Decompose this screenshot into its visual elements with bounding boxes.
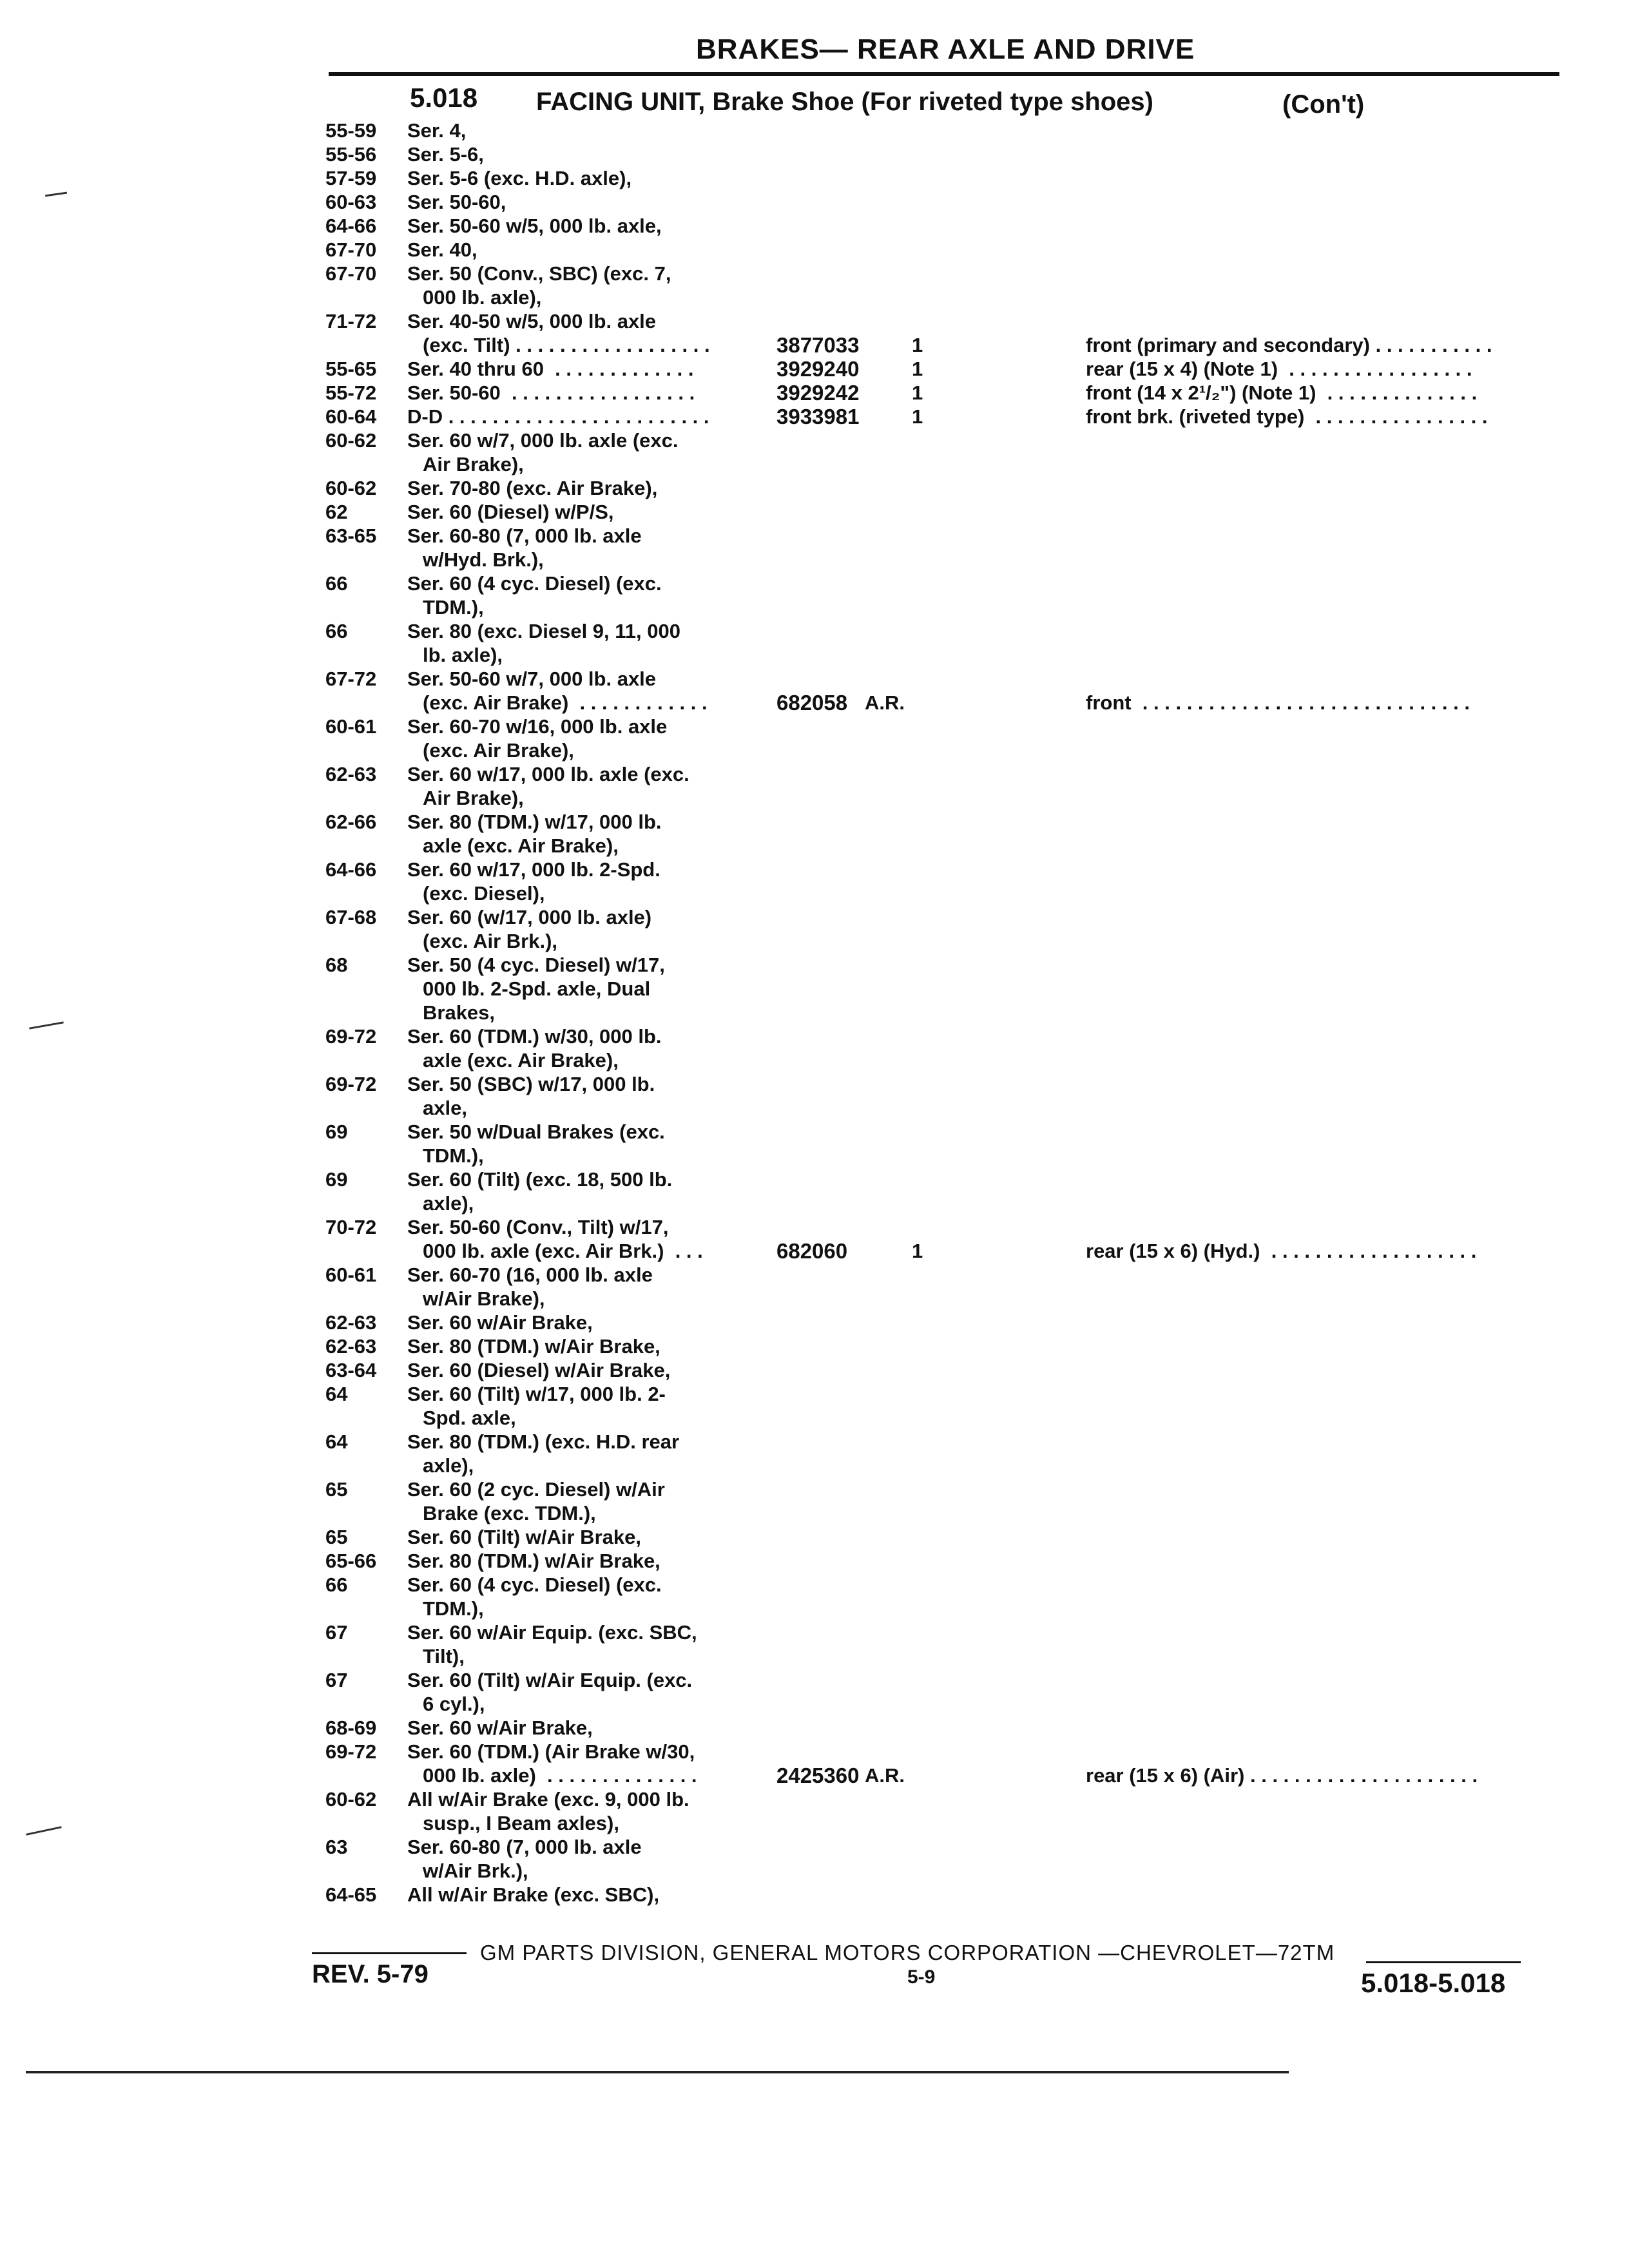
application-description: [407, 1740, 755, 1787]
description-line: (exc. Tilt) . . . . . . . . . . . . . . . . . .: [423, 334, 710, 356]
remarks: front (primary and secondary) . . . . . . . . . . .: [1086, 334, 1492, 356]
description-line: Ser. 60 (TDM.) (Air Brake w/30,: [407, 1740, 695, 1763]
application-description: [407, 500, 755, 524]
quantity: 1: [912, 1240, 923, 1262]
description-line: Ser. 60 (Diesel) w/Air Brake,: [407, 1359, 671, 1381]
model-year: 60-61: [325, 1264, 377, 1286]
application-description: [407, 238, 755, 262]
description-line: axle (exc. Air Brake),: [423, 1049, 619, 1072]
model-year: 60-62: [325, 477, 377, 499]
model-year: 64: [325, 1383, 348, 1405]
model-year: 55-65: [325, 358, 377, 380]
remarks: front (14 x 2¹/₂") (Note 1) . . . . . . . . . . . . . .: [1086, 381, 1478, 404]
description-line: (exc. Air Brake) . . . . . . . . . . . .: [423, 691, 708, 714]
description-line: axle),: [423, 1192, 474, 1215]
description-line: 000 lb. axle),: [423, 286, 542, 309]
description-line: All w/Air Brake (exc. SBC),: [407, 1883, 660, 1906]
application-description: [407, 1787, 755, 1835]
application-description: [407, 762, 755, 810]
footer-left-rule: [312, 1952, 467, 1954]
model-year: 69-72: [325, 1740, 377, 1763]
application-description: [407, 905, 755, 953]
part-number: 2425360: [776, 1763, 860, 1787]
model-year: 65: [325, 1526, 348, 1548]
application-description: [407, 572, 755, 619]
description-line: 000 lb. axle (exc. Air Brk.) . . .: [423, 1240, 703, 1262]
model-year: 67-68: [325, 906, 377, 928]
model-year: 66: [325, 572, 348, 595]
application-description: [407, 810, 755, 858]
description-line: Ser. 40,: [407, 238, 477, 261]
application-description: [407, 1215, 755, 1263]
application-description: [407, 1024, 755, 1072]
description-line: Ser. 50 (SBC) w/17, 000 lb.: [407, 1073, 655, 1095]
description-line: Ser. 60 w/Air Equip. (exc. SBC,: [407, 1621, 697, 1644]
model-year: 64: [325, 1430, 348, 1453]
application-description: [407, 1477, 755, 1525]
description-line: Ser. 60 (Tilt) w/Air Equip. (exc.: [407, 1669, 693, 1691]
description-line: (exc. Diesel),: [423, 882, 545, 905]
application-description: [407, 1334, 755, 1358]
model-year: 60-64: [325, 405, 377, 428]
description-line: Ser. 50-60 (Conv., Tilt) w/17,: [407, 1216, 669, 1238]
model-year: 63: [325, 1836, 348, 1858]
description-line: Ser. 40-50 w/5, 000 lb. axle: [407, 310, 657, 332]
application-description: [407, 405, 755, 428]
description-line: Ser. 80 (TDM.) w/Air Brake,: [407, 1335, 660, 1358]
description-line: 6 cyl.),: [423, 1693, 485, 1715]
application-description: [407, 524, 755, 572]
description-line: Ser. 60 (4 cyc. Diesel) (exc.: [407, 572, 662, 595]
quantity: 1: [912, 358, 923, 380]
model-year: 68-69: [325, 1716, 377, 1739]
description-line: Ser. 50-60 w/5, 000 lb. axle,: [407, 215, 662, 237]
description-line: Ser. 80 (TDM.) w/17, 000 lb.: [407, 811, 662, 833]
model-year: 71-72: [325, 310, 377, 332]
application-description: [407, 1120, 755, 1168]
application-description: [407, 381, 755, 405]
description-line: Ser. 60 w/7, 000 lb. axle (exc.: [407, 429, 679, 452]
model-year: 69-72: [325, 1025, 377, 1048]
description-line: w/Air Brake),: [423, 1287, 545, 1310]
footer-division: GM PARTS DIVISION, GENERAL MOTORS CORPORATION —CHEVROLET—72TM: [480, 1941, 1335, 1965]
remarks: front . . . . . . . . . . . . . . . . . . . . . . . . . . . . . .: [1086, 691, 1470, 714]
description-line: Ser. 60 w/17, 000 lb. 2-Spd.: [407, 858, 660, 881]
footer-revision: REV. 5-79: [312, 1960, 429, 1988]
description-line: Ser. 50 (Conv., SBC) (exc. 7,: [407, 262, 671, 285]
description-line: Ser. 5-6 (exc. H.D. axle),: [407, 167, 632, 189]
description-line: axle,: [423, 1097, 467, 1119]
model-year: 67-70: [325, 238, 377, 261]
application-description: [407, 715, 755, 762]
model-year: 55-59: [325, 119, 377, 142]
description-line: Brake (exc. TDM.),: [423, 1502, 596, 1524]
quantity: 1: [912, 381, 923, 404]
model-year: 65-66: [325, 1550, 377, 1572]
application-description: [407, 1430, 755, 1477]
description-line: Ser. 80 (TDM.) w/Air Brake,: [407, 1550, 660, 1572]
model-year: 62-63: [325, 763, 377, 785]
description-line: Ser. 50-60 . . . . . . . . . . . . . . . . .: [407, 381, 695, 404]
model-year: 70-72: [325, 1216, 377, 1238]
model-year: 55-72: [325, 381, 377, 404]
remarks: rear (15 x 6) (Air) . . . . . . . . . . . . . . . . . . . . .: [1086, 1764, 1478, 1787]
application-description: [407, 1168, 755, 1215]
description-line: Ser. 80 (TDM.) (exc. H.D. rear: [407, 1430, 680, 1453]
application-description: [407, 1573, 755, 1620]
application-description: [407, 1620, 755, 1668]
description-line: (exc. Air Brake),: [423, 739, 574, 762]
description-line: Ser. 60 (2 cyc. Diesel) w/Air: [407, 1478, 665, 1501]
model-year: 64-65: [325, 1883, 377, 1906]
model-year: 60-63: [325, 191, 377, 213]
part-number: 682060: [776, 1239, 848, 1263]
application-description: [407, 476, 755, 500]
model-year: 57-59: [325, 167, 377, 189]
description-line: Ser. 60 w/17, 000 lb. axle (exc.: [407, 763, 689, 785]
description-line: Ser. 60 w/Air Brake,: [407, 1716, 593, 1739]
model-year: 64-66: [325, 215, 377, 237]
model-year: 62-63: [325, 1311, 377, 1334]
application-description: [407, 357, 755, 381]
description-line: Ser. 50-60 w/7, 000 lb. axle: [407, 668, 657, 690]
description-line: Ser. 60 (TDM.) w/30, 000 lb.: [407, 1025, 662, 1048]
description-line: axle),: [423, 1454, 474, 1477]
footer-section-range: 5.018-5.018: [1361, 1968, 1506, 1998]
description-line: Ser. 40 thru 60 . . . . . . . . . . . . .: [407, 358, 694, 380]
quantity: A.R.: [865, 1764, 905, 1787]
description-line: Ser. 50 w/Dual Brakes (exc.: [407, 1120, 665, 1143]
description-line: Ser. 60 (Tilt) (exc. 18, 500 lb.: [407, 1168, 673, 1191]
description-line: Ser. 60-80 (7, 000 lb. axle: [407, 524, 642, 547]
description-line: All w/Air Brake (exc. 9, 000 lb.: [407, 1788, 689, 1811]
description-line: Ser. 60 (4 cyc. Diesel) (exc.: [407, 1573, 662, 1596]
quantity: 1: [912, 405, 923, 428]
quantity: A.R.: [865, 691, 905, 714]
description-line: susp., I Beam axles),: [423, 1812, 619, 1834]
application-description: [407, 262, 755, 309]
part-number: 682058: [776, 691, 848, 715]
description-line: Brakes,: [423, 1001, 496, 1024]
application-description: [407, 428, 755, 476]
description-line: 000 lb. axle) . . . . . . . . . . . . . .: [423, 1764, 697, 1787]
application-description: [407, 1382, 755, 1430]
description-line: 000 lb. 2-Spd. axle, Dual: [423, 977, 651, 1000]
model-year: 60-61: [325, 715, 377, 738]
model-year: 67: [325, 1669, 348, 1691]
description-line: Tilt),: [423, 1645, 465, 1667]
description-line: Ser. 70-80 (exc. Air Brake),: [407, 477, 658, 499]
application-description: [407, 119, 755, 142]
description-line: Ser. 50 (4 cyc. Diesel) w/17,: [407, 954, 665, 976]
application-description: [407, 1716, 755, 1740]
quantity: 1: [912, 334, 923, 356]
description-line: Ser. 4,: [407, 119, 467, 142]
page-header-title: BRAKES— REAR AXLE AND DRIVE: [696, 34, 1195, 65]
description-line: Ser. 60-70 (16, 000 lb. axle: [407, 1264, 653, 1286]
model-year: 60-62: [325, 429, 377, 452]
description-line: Ser. 60-70 w/16, 000 lb. axle: [407, 715, 668, 738]
application-description: [407, 619, 755, 667]
description-line: Ser. 60 (Tilt) w/17, 000 lb. 2-: [407, 1383, 666, 1405]
application-description: [407, 214, 755, 238]
remarks: front brk. (riveted type) . . . . . . . . . . . . . . . .: [1086, 405, 1488, 428]
section-number: 5.018: [410, 82, 478, 113]
model-year: 69-72: [325, 1073, 377, 1095]
model-year: 62-63: [325, 1335, 377, 1358]
model-year: 60-62: [325, 1788, 377, 1811]
bottom-rule: [26, 2071, 1289, 2073]
model-year: 68: [325, 954, 348, 976]
application-description: [407, 1263, 755, 1311]
model-year: 62-66: [325, 811, 377, 833]
description-line: Ser. 60 w/Air Brake,: [407, 1311, 593, 1334]
remarks: rear (15 x 4) (Note 1) . . . . . . . . . . . . . . . . .: [1086, 358, 1472, 380]
description-line: axle (exc. Air Brake),: [423, 834, 619, 857]
application-description: [407, 667, 755, 715]
description-line: Ser. 60 (w/17, 000 lb. axle): [407, 906, 652, 928]
application-description: [407, 1883, 755, 1907]
model-year: 67-70: [325, 262, 377, 285]
description-line: Ser. 60 (Diesel) w/P/S,: [407, 501, 614, 523]
model-year: 67: [325, 1621, 348, 1644]
model-year: 64-66: [325, 858, 377, 881]
part-number: 3929240: [776, 357, 860, 381]
application-description: [407, 142, 755, 166]
application-description: [407, 190, 755, 214]
model-year: 63-65: [325, 524, 377, 547]
description-line: Air Brake),: [423, 453, 524, 476]
description-line: Air Brake),: [423, 787, 524, 809]
application-description: [407, 1311, 755, 1334]
application-description: [407, 1668, 755, 1716]
application-description: [407, 1549, 755, 1573]
model-year: 55-56: [325, 143, 377, 166]
application-description: [407, 1835, 755, 1883]
part-number: 3877033: [776, 333, 860, 357]
description-line: TDM.),: [423, 596, 484, 619]
footer-right-rule: [1366, 1961, 1521, 1963]
description-line: w/Air Brk.),: [423, 1860, 528, 1882]
footer-page-number: 5-9: [907, 1966, 936, 1988]
description-line: lb. axle),: [423, 644, 503, 666]
part-number: 3929242: [776, 381, 860, 405]
model-year: 69: [325, 1168, 348, 1191]
model-year: 65: [325, 1478, 348, 1501]
description-line: TDM.),: [423, 1597, 484, 1620]
description-line: D-D . . . . . . . . . . . . . . . . . . . . . . . .: [407, 405, 709, 428]
part-number: 3933981: [776, 405, 860, 428]
description-line: Ser. 50-60,: [407, 191, 506, 213]
model-year: 66: [325, 620, 348, 642]
description-line: Ser. 80 (exc. Diesel 9, 11, 000: [407, 620, 680, 642]
application-description: [407, 166, 755, 190]
model-year: 69: [325, 1120, 348, 1143]
description-line: (exc. Air Brk.),: [423, 930, 558, 952]
application-description: [407, 953, 755, 1024]
model-year: 66: [325, 1573, 348, 1596]
model-year: 63-64: [325, 1359, 377, 1381]
application-description: [407, 858, 755, 905]
description-line: Ser. 60 (Tilt) w/Air Brake,: [407, 1526, 641, 1548]
section-title: FACING UNIT, Brake Shoe (For riveted type shoes): [536, 88, 1153, 116]
application-description: [407, 309, 755, 357]
description-line: TDM.),: [423, 1144, 484, 1167]
section-continued: (Con't): [1282, 90, 1365, 119]
application-description: [407, 1525, 755, 1549]
application-description: [407, 1072, 755, 1120]
application-description: [407, 1358, 755, 1382]
description-line: w/Hyd. Brk.),: [423, 548, 544, 571]
model-year: 67-72: [325, 668, 377, 690]
remarks: rear (15 x 6) (Hyd.) . . . . . . . . . . . . . . . . . . .: [1086, 1240, 1477, 1262]
model-year: 62: [325, 501, 348, 523]
description-line: Spd. axle,: [423, 1407, 516, 1429]
description-line: Ser. 60-80 (7, 000 lb. axle: [407, 1836, 642, 1858]
description-line: Ser. 5-6,: [407, 143, 484, 166]
